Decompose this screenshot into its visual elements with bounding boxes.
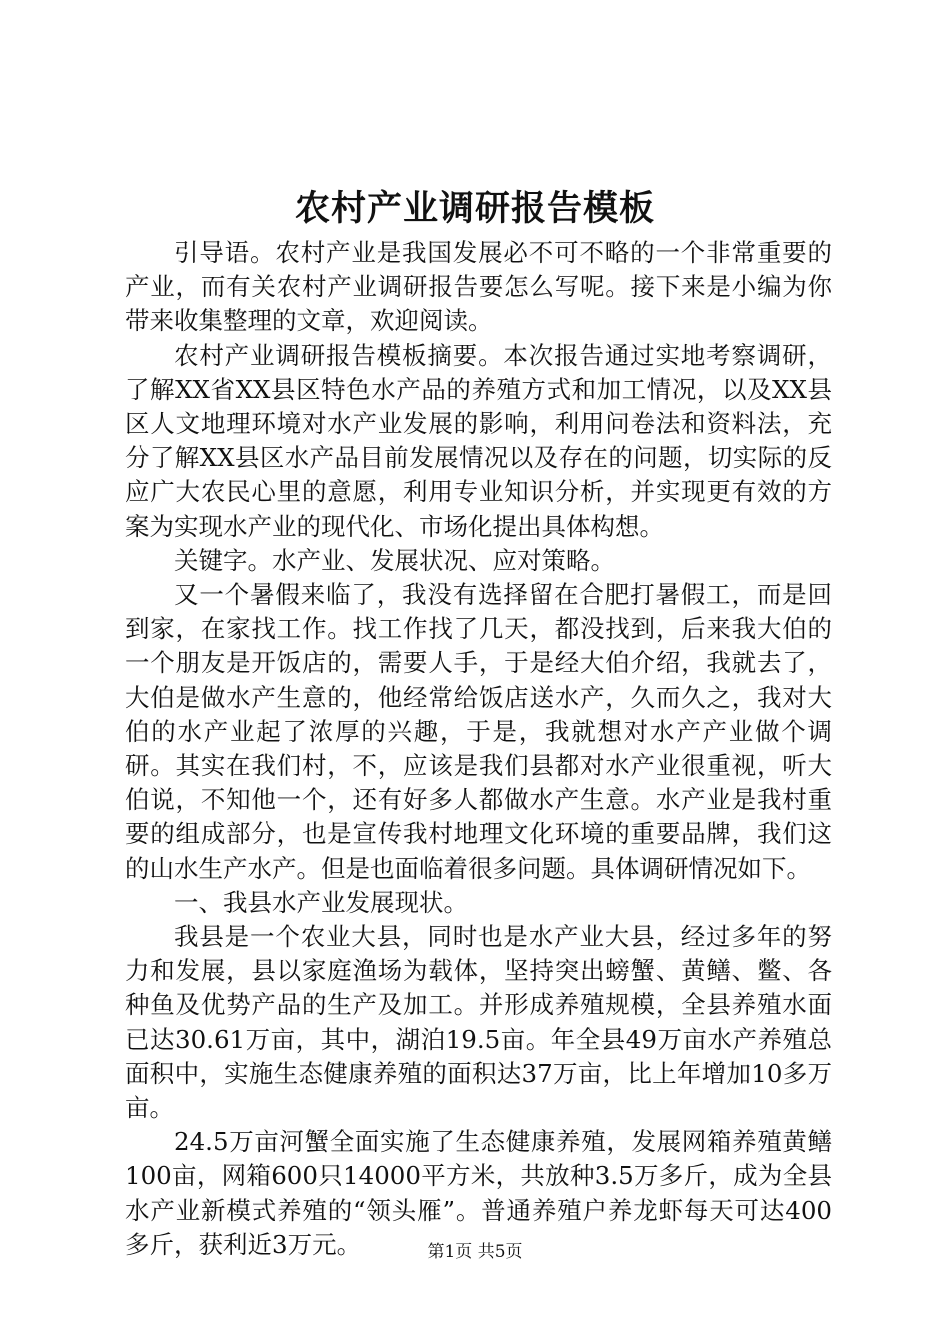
section-heading-status: 一、我县水产业发展现状。 <box>174 887 468 917</box>
page-footer: 第1页 共5页 <box>427 1242 523 1262</box>
paragraph-keywords: 关键字。水产业、发展状况、应对策略。 <box>174 545 615 575</box>
paragraph-county-status: 我县是一个农业大县，同时也是水产业大县，经过多年的努力和发展，县以家庭渔场为载体，坚持突出螃蟹、黄鳝、鳖、各种鱼及优势产品的生产及加工。并形成养殖规模，全县养殖水面已达30.61万亩，其中，湖泊19.5亩。年全县49万亩水产养殖总面积中，实施生态健康养殖的面积达37万亩，比上年增加10多万亩。 <box>125 922 832 1123</box>
document-title: 农村产业调研报告模板 <box>294 188 655 229</box>
paragraph-intro: 引导语。农村产业是我国发展必不可不略的一个非常重要的产业，而有关农村产业调研报告要怎么写呢。接下来是小编为你带来收集整理的文章，欢迎阅读。 <box>125 238 832 336</box>
paragraph-background: 又一个暑假来临了，我没有选择留在合肥打暑假工，而是回到家，在家找工作。找工作找了几天，都没找到，后来我大伯的一个朋友是开饭店的，需要人手，于是经大伯介绍，我就去了，大伯是做水产生意的，他经常给饭店送水产，久而久之，我对大伯的水产业起了浓厚的兴趣，于是，我就想对水产产业做个调研。其实在我们村，不，应该是我们县都对水产业很重视，听大伯说，不知他一个，还有好多人都做水产生意。水产业是我村重要的组成部分，也是宣传我村地理文化环境的重要品牌，我们这的山水生产水产。但是也面临着很多问题。具体调研情况如下。 <box>125 580 832 883</box>
document-body <box>125 236 832 1262</box>
paragraph-abstract: 农村产业调研报告模板摘要。本次报告通过实地考察调研，了解XX省XX县区特色水产品的养殖方式和加工情况，以及XX县区人文地理环境对水产业发展的影响，利用问卷法和资料法，充分了解XX县区水产品目前发展情况以及存在的问题，切实际的反应广大农民心里的意愿，利用专业知识分析，并实现更有效的方案为实现水产业的现代化、市场化提出具体构想。 <box>125 340 832 541</box>
paragraph-crab-farming: 24.5万亩河蟹全面实施了生态健康养殖，发展网箱养殖黄鳝100亩，网箱600只14000平方米，共放种3.5万多斤，成为全县水产业新模式养殖的“领头雁”。普通养殖户养龙虾每天可达400多斤，获利近3万元。 <box>125 1127 832 1259</box>
